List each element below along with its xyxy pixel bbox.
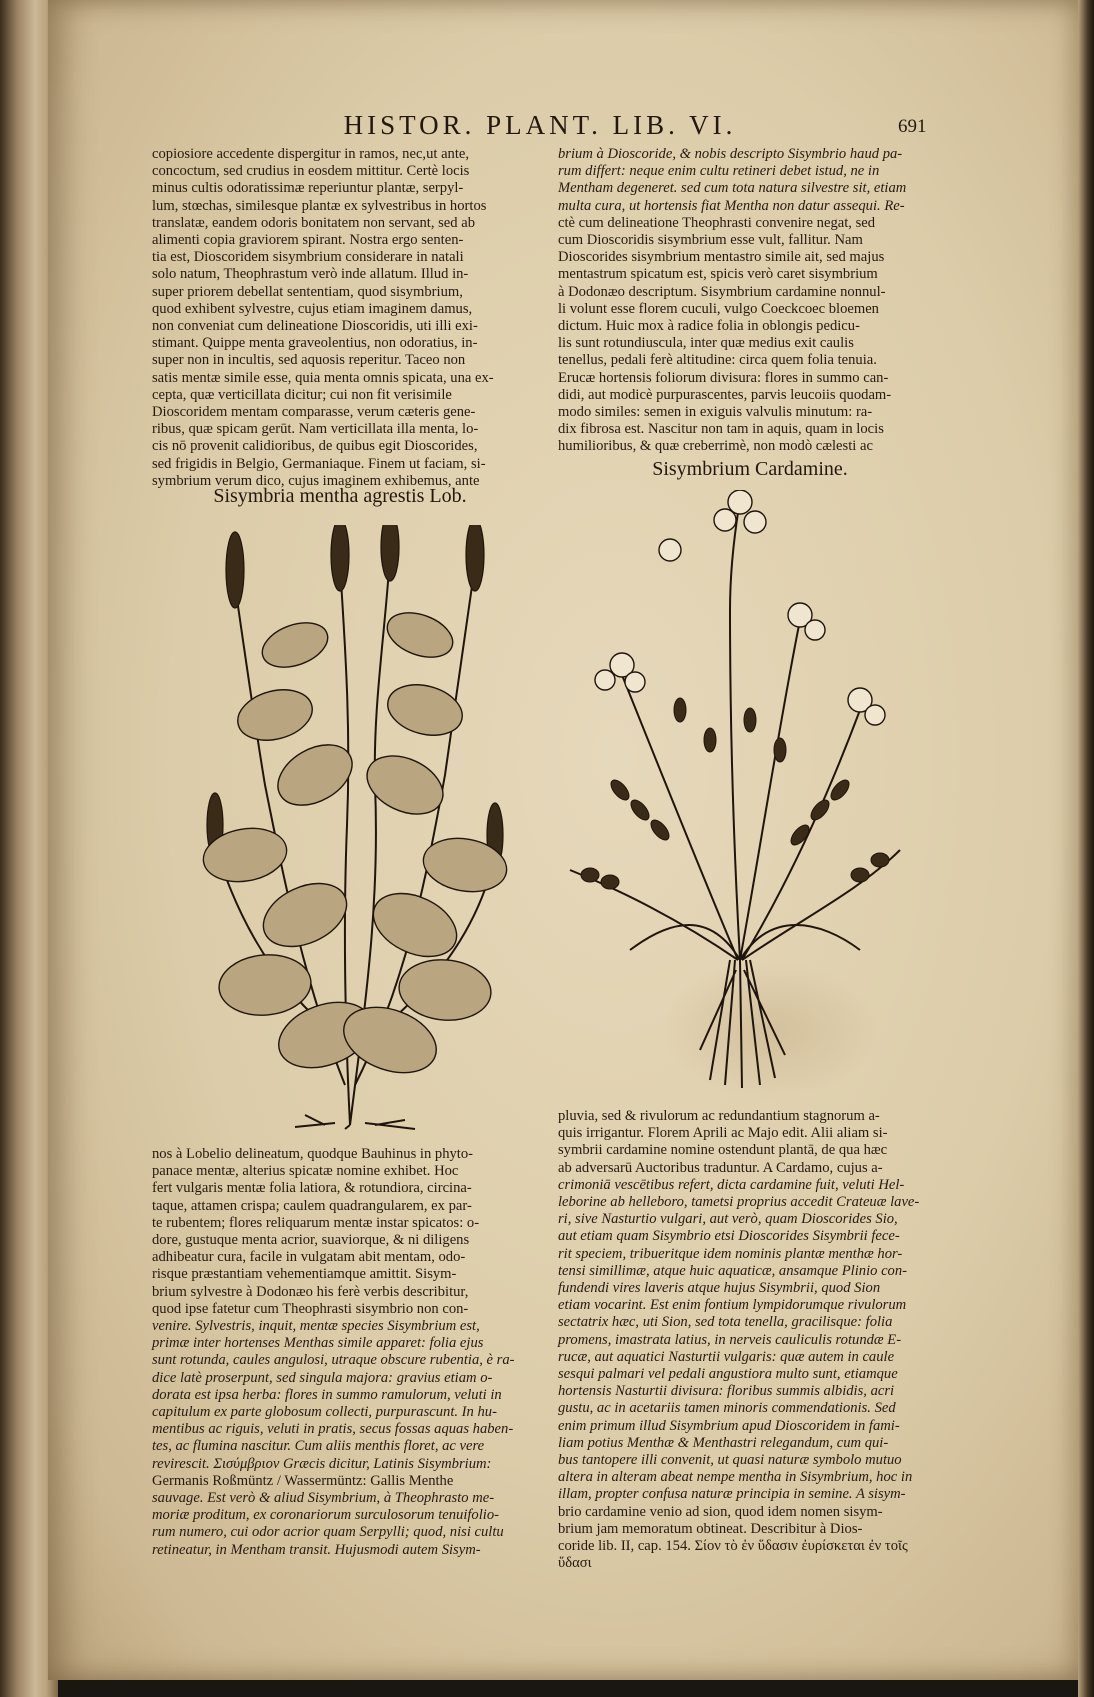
text-line: li volunt esse florem cuculi, vulgo Coeckcoec bloemen: [558, 300, 879, 317]
text-line: ctè cum delineatione Theophrasti convenire negat, sed: [558, 214, 876, 231]
text-line: translatæ, eandem odoris bonitatem non servant, sed ab: [152, 214, 476, 231]
text-line: minus cultis odoratissimæ reperiuntur plantæ, serpyl-: [152, 180, 464, 197]
text-line: fert vulgaris mentæ folia latiora, & rotundiora, circina-: [152, 1180, 472, 1197]
text-line: super non in incultis, sed aquosis reperitur. Taceo non: [152, 352, 466, 369]
right-column-bottom-text: [558, 1108, 934, 1572]
text-line: coride lib. II, cap. 154. Σίον τὸ ἐν ὕδασιν ἐυρίσκεται ἐν τοῖς: [558, 1538, 908, 1555]
text-line: ab adversarū Auctoribus traduntur. A Cardamo, cujus a-: [558, 1159, 883, 1176]
right-plate-caption: Sisymbrium Cardamine.: [652, 458, 848, 480]
text-line: aut etiam quam Sisymbrio etsi Dioscorides Sisymbrii fece-: [558, 1228, 900, 1245]
text-line: brio cardamine venio ad sion, quod idem nomen sisym-: [558, 1503, 883, 1520]
text-line: brium jam memoratum obtineat. Describitur à Dios-: [558, 1520, 863, 1537]
text-line: hortensis Nasturtii divisura: floribus summis albidis, acri: [558, 1383, 895, 1400]
text-line: altera in alteram abeat nempe mentha in Sisymbrium, hoc in: [558, 1469, 913, 1486]
text-line: quis irrigantur. Florem Aprili ac Majo edit. Alii aliam si-: [558, 1125, 888, 1142]
text-line: fundendi vires laveris atque hujus Sisymbrii, quod Sion: [558, 1280, 881, 1297]
text-line: adhibeatur cura, facile in vulgatam abit mentam, odo-: [152, 1249, 466, 1266]
text-line: sauvage. Est verò & aliud Sisymbrium, à Theophrasto me-: [152, 1490, 495, 1507]
running-header: HISTOR. PLANT. LIB. VI.: [343, 110, 737, 140]
cardamine-plant-woodcut: [560, 490, 920, 1090]
text-line: rucæ, aut aquatici Nasturtii vulgaris: quæ autem in caule: [558, 1348, 895, 1365]
text-line: lis sunt rotundiuscula, inter quæ medius exit caulis: [558, 335, 854, 352]
left-column-top-text: [152, 146, 532, 490]
text-line: sunt rotunda, caules angulosi, utraque obscure rubentia, è ra-: [152, 1352, 515, 1369]
text-line: Germanis Roßmüntz / Wassermüntz: Gallis Menthe: [152, 1472, 454, 1489]
text-line: ri, sive Nasturtio vulgari, aut verò, quam Dioscorides Sio,: [558, 1211, 898, 1228]
text-line: dore, gustuque menta acrior, suaviorque, & ni diligens: [152, 1232, 470, 1249]
text-line: Erucæ hortensis foliorum divisura: flores in summo can-: [558, 369, 889, 386]
text-line: promens, imastrata latius, in nerveis cauliculis rotundæ E-: [558, 1331, 902, 1348]
text-line: alimenti copia graviorem spirant. Nostra ergo senten-: [152, 232, 464, 249]
text-line: sesqui palmari vel pedali angustiora multo sunt, etiamque: [558, 1366, 898, 1383]
text-line: ὕδασι: [558, 1555, 592, 1572]
text-line: enim primum illud Sisymbrium apud Dioscoridem in fami-: [558, 1417, 900, 1434]
text-line: rit speciem, tribueritque idem nominis plantæ menthæ hor-: [558, 1245, 903, 1262]
text-line: dorata est ipsa herba: flores in summo ramulorum, veluti in: [152, 1386, 502, 1403]
right-column-top-text: [558, 146, 934, 456]
text-line: dice latè proserpunt, sed singula majora: gravius etiam o-: [152, 1369, 493, 1386]
page-number: 691: [898, 116, 927, 137]
mint-plant-woodcut: [175, 525, 535, 1130]
text-line: sectatrix hæc, uti Sion, sed tota tenella, gracilisque: folia: [558, 1314, 893, 1331]
text-line: quod exhibent sylvestre, cujus etiam imaginem damus,: [152, 300, 473, 317]
text-line: tia est, Dioscoridem sisymbrium considerare in natali: [152, 249, 464, 266]
text-line: dix fibrosa est. Nascitur non tam in aquis, quam in locis: [558, 421, 884, 438]
text-line: quod ipse fatetur cum Theophrasti sisymbrio non con-: [152, 1300, 469, 1317]
text-line: humilioribus, & quæ creberrimè, non modò cælesti ac: [558, 438, 873, 455]
text-line: copiosiore accedente dispergitur in ramos, nec,ut ante,: [152, 146, 470, 162]
text-line: retineatur, in Mentham transit. Hujusmodi autem Sisym-: [152, 1541, 481, 1558]
left-plate-caption: Sisymbria mentha agrestis Lob.: [213, 485, 467, 507]
text-line: leborine ab helleboro, tametsi proprius accedit Crateuæ lave-: [558, 1194, 920, 1211]
text-line: liam potius Menthæ & Menthastri relegandum, cum qui-: [558, 1434, 889, 1451]
text-line: à Dodonæo descriptum. Sisymbrium cardamine nonnul-: [558, 283, 886, 300]
text-line: crimoniā vescētibus refert, dicta cardamine fuit, veluti Hel-: [558, 1176, 905, 1193]
text-line: stimant. Quippe menta graveolentius, non odoratius, in-: [152, 335, 478, 352]
text-line: panace mentæ, alterius spicatæ nomine exhibet. Hoc: [152, 1163, 459, 1180]
text-line: solo natum, Theophrastum verò inde allatum. Illud in-: [152, 266, 469, 283]
text-line: tensi simillimæ, atque huic aquaticæ, ansamque Plinio con-: [558, 1262, 908, 1279]
text-line: dictum. Huic mox à radice folia in oblongis pedicu-: [558, 318, 860, 335]
text-line: tes, ac flumina nascitur. Cum aliis menthis floret, ac vere: [152, 1438, 485, 1455]
text-line: rum differt: neque enim cultu retineri debet istud, ne in: [558, 163, 880, 180]
text-line: pluvia, sed & rivulorum ac redundantium stagnorum a-: [558, 1108, 880, 1124]
text-line: bus tantopere illi convenit, ut quasi naturæ symbolo mutuo: [558, 1452, 902, 1469]
text-line: didi, aut modicè purpurascentes, parvis leucoiis quodam-: [558, 386, 892, 403]
text-line: cepta, quæ verticillata dicitur; cui non fit verisimile: [152, 386, 452, 403]
text-line: satis mentæ simile esse, quia menta omnis spicata, una ex-: [152, 369, 494, 386]
text-line: venire. Sylvestris, inquit, mentæ species Sisymbrium est,: [152, 1318, 480, 1335]
text-line: te rubentem; flores reliquarum mentæ instar spicatos: o-: [152, 1214, 480, 1231]
text-line: brium à Dioscoride, & nobis descripto Sisymbrio haud pa-: [558, 146, 903, 162]
text-line: super priorem debellat sententiam, quod sisymbrium,: [152, 283, 463, 300]
text-line: tenellus, pedali ferè altitudine: circa quem folia tenuia.: [558, 352, 877, 369]
text-line: multa cura, ut hortensis fiat Mentha non datur assequi. Re-: [558, 197, 905, 214]
text-line: rum numero, cui odor acrior quam Serpylli; quod, nisi cultu: [152, 1524, 504, 1541]
text-line: etiam vocarint. Est enim fontium lympidorumque rivulorum: [558, 1297, 907, 1314]
text-line: nos à Lobelio delineatum, quodque Bauhinus in phyto-: [152, 1146, 474, 1162]
text-line: concoctum, sed crudius in eosdem mittitur. Certè locis: [152, 163, 470, 180]
text-line: brium sylvestre à Dodonæo his ferè verbis describitur,: [152, 1283, 469, 1300]
text-line: mentastrum spicatum est, spicis verò caret sisymbrium: [558, 266, 878, 283]
text-line: capitulum ex parte globosum collecti, purpurascunt. In hu-: [152, 1404, 497, 1421]
text-line: moriæ proditum, ex coronariorum surculosorum tenuifolio-: [152, 1507, 499, 1524]
text-line: Mentham degeneret. sed cum tota natura silvestre sit, etiam: [558, 180, 907, 197]
text-line: Dioscorides sisymbrium mentastro simile ait, sed majus: [558, 249, 885, 266]
text-line: symbrium verum dico, cujus imaginem exhibemus, ante: [152, 472, 480, 489]
text-line: illam, propter confusa naturæ principia in semine. A sisym-: [558, 1486, 906, 1503]
text-line: ribus, quæ spicam gerūt. Nam verticillata illa menta, lo-: [152, 421, 479, 438]
text-line: risque præstantiam vehementiamque amittit. Sisym-: [152, 1266, 457, 1283]
text-line: revirescit. Σισύμβριον Græcis dicitur, Latinis Sisymbrium:: [152, 1455, 492, 1472]
left-column-bottom-text: [152, 1146, 532, 1559]
text-line: cis nō provenit calidioribus, de quibus egit Dioscorides,: [152, 438, 478, 455]
text-line: gustu, ac in acetariis tamen minoris commendationis. Sed: [558, 1400, 896, 1417]
text-line: sed frigidis in Belgio, Germaniaque. Finem ut faciam, si-: [152, 455, 486, 472]
text-line: cum Dioscoridis sisymbrium esse vult, fallitur. Nam: [558, 232, 863, 249]
text-line: lum, stœchas, similesque plantæ ex sylvestribus in hortos: [152, 197, 487, 214]
text-line: non conveniat cum delineatione Dioscoridis, uti illi exi-: [152, 318, 478, 335]
text-line: mentibus ac riguis, veluti in pratis, secus fossas aquas haben-: [152, 1421, 514, 1438]
text-line: Dioscoridem mentam comparasse, verum cæteris gene-: [152, 404, 476, 421]
text-line: symbrii cardamine nomine ostendunt plantā, de qua hæc: [558, 1142, 888, 1159]
text-line: primæ inter hortenses Menthas simile apparet: folia ejus: [152, 1335, 484, 1352]
page-edge: [1078, 0, 1094, 1697]
text-line: taque, attamen crispa; caulem quadrangularem, ex par-: [152, 1197, 472, 1214]
text-line: modo similes: semen in exiguis valvulis minutum: ra-: [558, 404, 873, 421]
